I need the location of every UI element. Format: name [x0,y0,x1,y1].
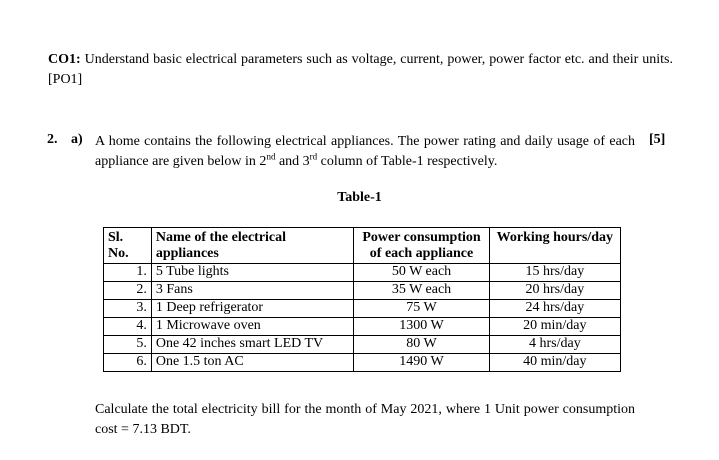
cell-power: 50 W each [354,264,489,282]
cell-power: 1490 W [354,354,489,372]
cell-sl: 3. [104,300,152,318]
cell-sl: 5. [104,336,152,354]
cell-working: 40 min/day [489,354,620,372]
cell-power: 1300 W [354,318,489,336]
question-part: a) [71,132,83,147]
course-outcome [48,50,673,90]
cell-power: 80 W [354,336,489,354]
question-marks: [5] [649,132,666,147]
cell-name: One 1.5 ton AC [151,354,354,372]
table-caption: Table-1 [337,190,382,205]
table-row [104,264,621,282]
table-row [104,318,621,336]
table-row [104,300,621,318]
cell-power: 75 W [354,300,489,318]
co-label: CO1: [48,52,81,67]
question-sup-1: nd [266,151,276,162]
question-sup-2: rd [309,151,318,162]
cell-name: 5 Tube lights [151,264,354,282]
cell-working: 4 hrs/day [489,336,620,354]
cell-working: 20 hrs/day [489,282,620,300]
appliance-table [103,227,621,372]
cell-sl: 4. [104,318,152,336]
cell-name: One 42 inches smart LED TV [151,336,354,354]
header-power: Power consumption of each appliance [354,228,489,264]
table-row [104,354,621,372]
header-name: Name of the electrical appliances [151,228,354,264]
co-text: Understand basic electrical parameters such as voltage, current, power, power factor etc. and their units. [PO1] [48,52,673,87]
question-text-2: and 3 [275,154,310,169]
header-working: Working hours/day [489,228,620,264]
cell-name: 1 Deep refrigerator [151,300,354,318]
cell-sl: 2. [104,282,152,300]
table-row [104,282,621,300]
question-text-3: column of Table-1 respectively. [317,154,498,169]
question-text-1: A home contains the following electrical appliances. The power rating and daily usage of each appliance are given below in 2 [95,134,635,169]
cell-name: 3 Fans [151,282,354,300]
cell-sl: 6. [104,354,152,372]
table-row [104,336,621,354]
cell-working: 20 min/day [489,318,620,336]
cell-sl: 1. [104,264,152,282]
question-number: 2. [47,132,58,147]
calculation-instruction: Calculate the total electricity bill for the month of May 2021, where 1 Unit power consumption cost = 7.13 BDT. [95,402,635,437]
cell-working: 24 hrs/day [489,300,620,318]
cell-power: 35 W each [354,282,489,300]
header-sl: Sl. No. [104,228,152,264]
cell-name: 1 Microwave oven [151,318,354,336]
question-text [95,132,635,172]
table-header-row [104,228,621,264]
cell-working: 15 hrs/day [489,264,620,282]
